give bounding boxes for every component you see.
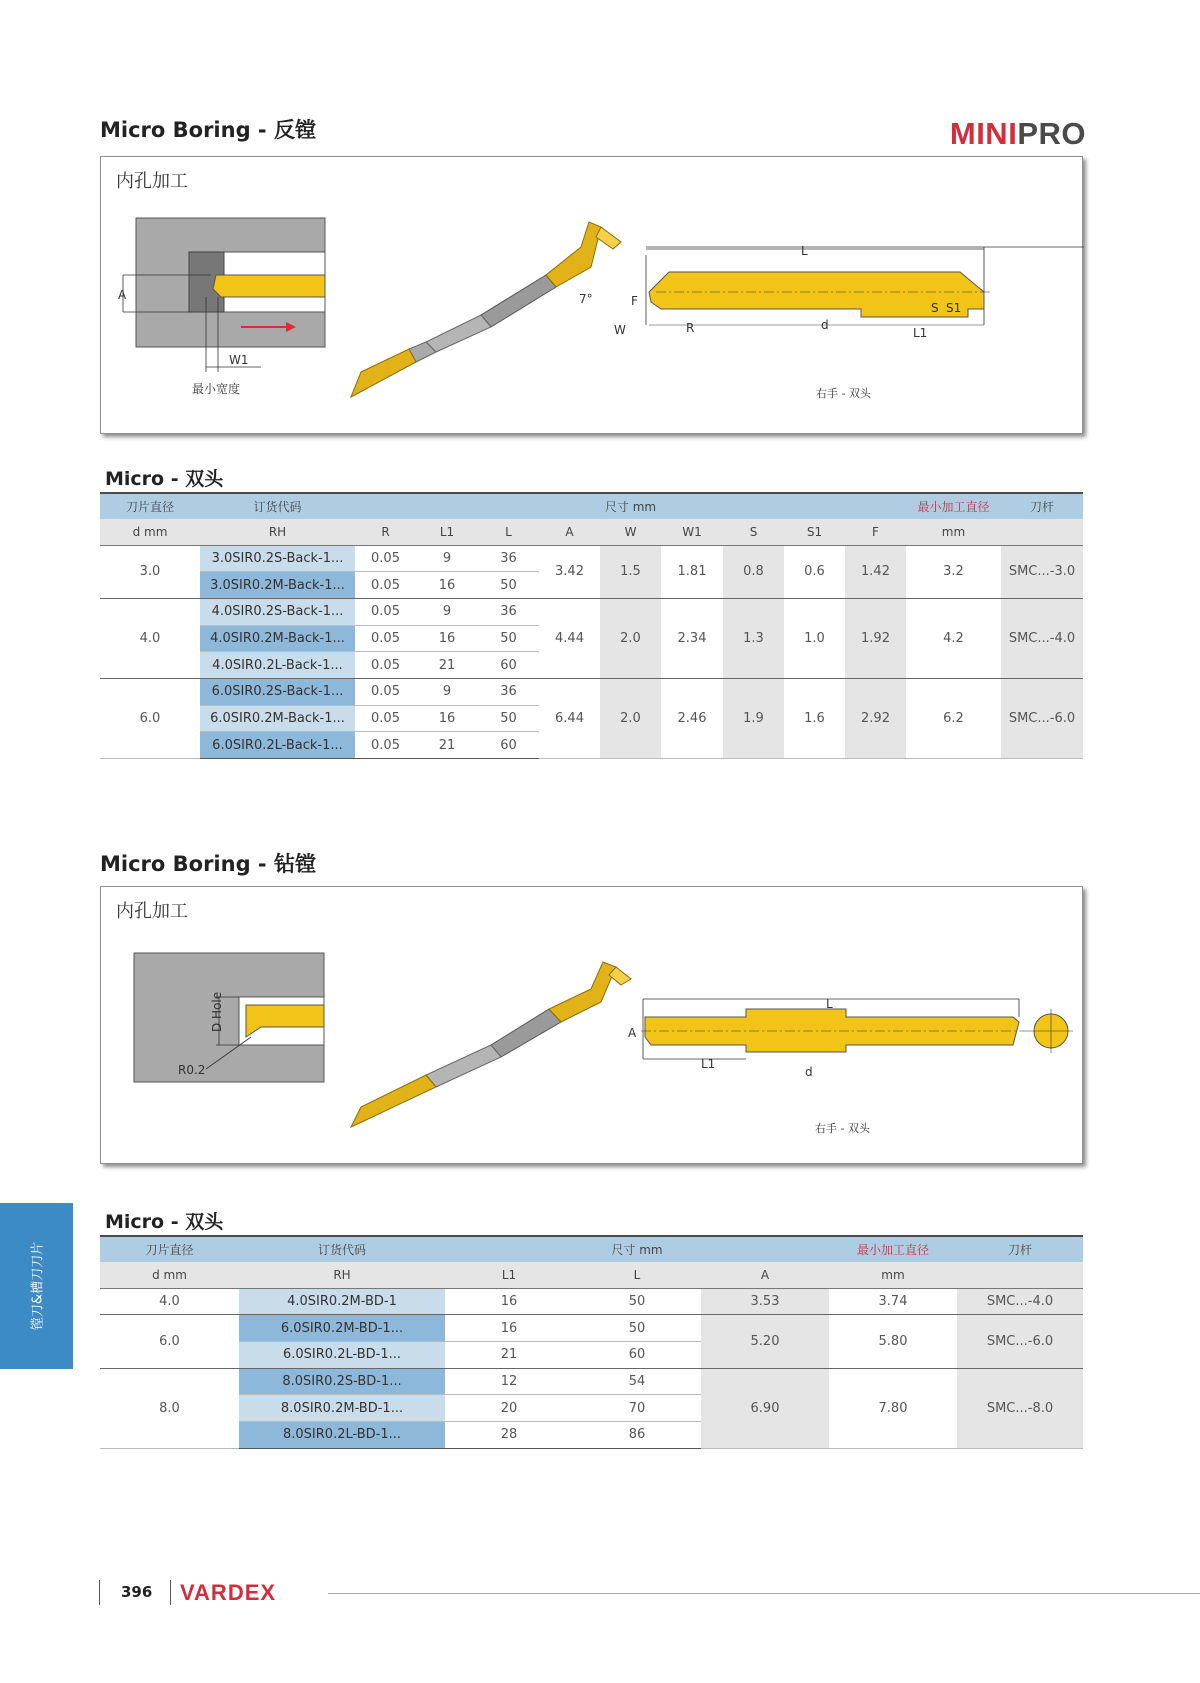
min-width-label: 最小宽度 [192,382,241,396]
figure-title: 内孔加工 [116,171,188,192]
col-order-code: 订货代码 [200,493,355,519]
footer-rule [328,1593,1200,1594]
dim-angle: 7° [579,292,593,306]
dim-D-hole: D Hole [210,991,224,1032]
vardex-logo: VARDEX [180,1580,277,1605]
table1-title: Micro - 双头 [105,468,224,490]
table-row: 6.0SIR0.2L-BD-1... 21 60 [100,1341,1083,1368]
minipro-logo: MINIPRO [949,116,1086,151]
figure-caption: 右手 - 双头 [816,387,871,400]
col-insert-dia: 刀片直径 [100,493,200,519]
dim-W1: W1 [229,353,249,367]
col-insert-dia: 刀片直径 [100,1236,239,1262]
dim-d: d [821,318,829,332]
table-row: 3.0 3.0SIR0.2S-Back-1... 0.05 9 36 3.42 1.5 1.81 0.8 0.6 1.42 3.2 SMC...-3.0 [100,545,1083,572]
back-boring-table: 刀片直径 订货代码 尺寸 mm 最小加工直径 刀杆 d mm RH R L1 L A W W1 S S1 F mm 3.0 3.0SIR0.2S-Back-1... 0.05 9 36 3.42 1.5 1.81 0.8 0.6 1.42 3.2 SMC...-3.0 3.0SIR0.2M-Back-1... 0.05 16 50 4.0 4.0SIR0.2S-Back-1... 0.05 9 36 4.44 2.0 2.34 1.3 1.0 1.92 4.2 SMC...-4.0 4.0SIR0.2M-Back-1... 0.05 16 50 4.0SIR0.2L-Back-1... 0.05 21 60 6.0 6.0SIR0.2S-Back-1... 0.05 9 36 6.44 2.0 2.46 1.9 1.6 2.92 6.2 SMC...-6.0 6.0SIR0.2M-Back-1... 0.05 16 50 6.0SIR0.2L-Back-1... 0.05 21 60 [100,492,1083,759]
side-chapter-tab[interactable]: 镗刀&槽刀刀片 [0,1203,73,1369]
back-boring-diagram [101,157,1084,435]
footer-divider [170,1580,171,1605]
figure-title: 内孔加工 [116,901,188,922]
col-dims: 尺寸 mm [355,493,906,519]
section1-title: Micro Boring - 反镗 [100,118,316,142]
table-row: 4.0 4.0SIR0.2M-BD-1 16 50 3.53 3.74 SMC...-4.0 [100,1288,1083,1315]
figure-caption: 右手 - 双头 [815,1122,870,1135]
page-number: 396 [121,1583,153,1601]
col-min-dia: 最小加工直径 [829,1236,957,1262]
table-row: 6.0 6.0SIR0.2M-BD-1... 16 50 5.20 5.80 SMC...-6.0 [100,1315,1083,1342]
dim-L: L [801,244,808,258]
table-row: 4.0SIR0.2M-Back-1... 0.05 16 50 [100,625,1083,652]
dim-A: A [628,1026,637,1040]
dim-d: d [805,1065,813,1079]
table-row: 8.0SIR0.2L-BD-1... 28 86 [100,1421,1083,1448]
figure-drill-boring [100,886,1083,1164]
table-row: 6.0SIR0.2M-Back-1... 0.05 16 50 [100,705,1083,732]
table-row: 8.0SIR0.2M-BD-1... 20 70 [100,1395,1083,1422]
col-holder: 刀杆 [957,1236,1083,1262]
dim-S1: S1 [946,301,962,315]
col-min-dia: 最小加工直径 [906,493,1001,519]
col-dims: 尺寸 mm [445,1236,829,1262]
table-row: 6.0SIR0.2L-Back-1... 0.05 21 60 [100,732,1083,759]
section2-title: Micro Boring - 钻镗 [100,852,316,876]
dim-S: S [931,301,939,315]
dim-W: W [614,323,626,337]
table-row: 6.0 6.0SIR0.2S-Back-1... 0.05 9 36 6.44 2.0 2.46 1.9 1.6 2.92 6.2 SMC...-6.0 [100,678,1083,705]
table-row: 4.0 4.0SIR0.2S-Back-1... 0.05 9 36 4.44 2.0 2.34 1.3 1.0 1.92 4.2 SMC...-4.0 [100,598,1083,625]
dim-F: F [631,294,638,308]
dim-L1: L1 [701,1057,716,1071]
table-row: 8.0 8.0SIR0.2S-BD-1... 12 54 6.90 7.80 SMC...-8.0 [100,1368,1083,1395]
dim-L1: L1 [913,326,928,340]
figure-back-boring [100,156,1083,434]
dim-A: A [118,288,127,302]
dim-L: L [826,997,833,1011]
footer-divider [99,1580,100,1605]
table-row: 3.0SIR0.2M-Back-1... 0.05 16 50 [100,572,1083,599]
drill-boring-diagram [101,887,1084,1165]
dim-R02: R0.2 [178,1063,206,1077]
dim-R: R [686,321,695,335]
col-holder: 刀杆 [1001,493,1083,519]
table2-title: Micro - 双头 [105,1211,224,1233]
col-order-code: 订货代码 [239,1236,445,1262]
drill-boring-table: 刀片直径 订货代码 尺寸 mm 最小加工直径 刀杆 d mm RH L1 L A mm 4.0 4.0SIR0.2M-BD-1 16 50 3.53 3.74 SMC...-4.0 6.0 6.0SIR0.2M-BD-1... 16 50 5.20 5.80 SMC...-6.0 6.0SIR0.2L-BD-1... 21 60 8.0 8.0SIR0.2S-BD-1... 12 54 6.90 7.80 SMC...-8.0 8.0SIR0.2M-BD-1... 20 70 8.0SIR0.2L-BD-1... 28 86 [100,1235,1083,1449]
table-row: 4.0SIR0.2L-Back-1... 0.05 21 60 [100,652,1083,679]
